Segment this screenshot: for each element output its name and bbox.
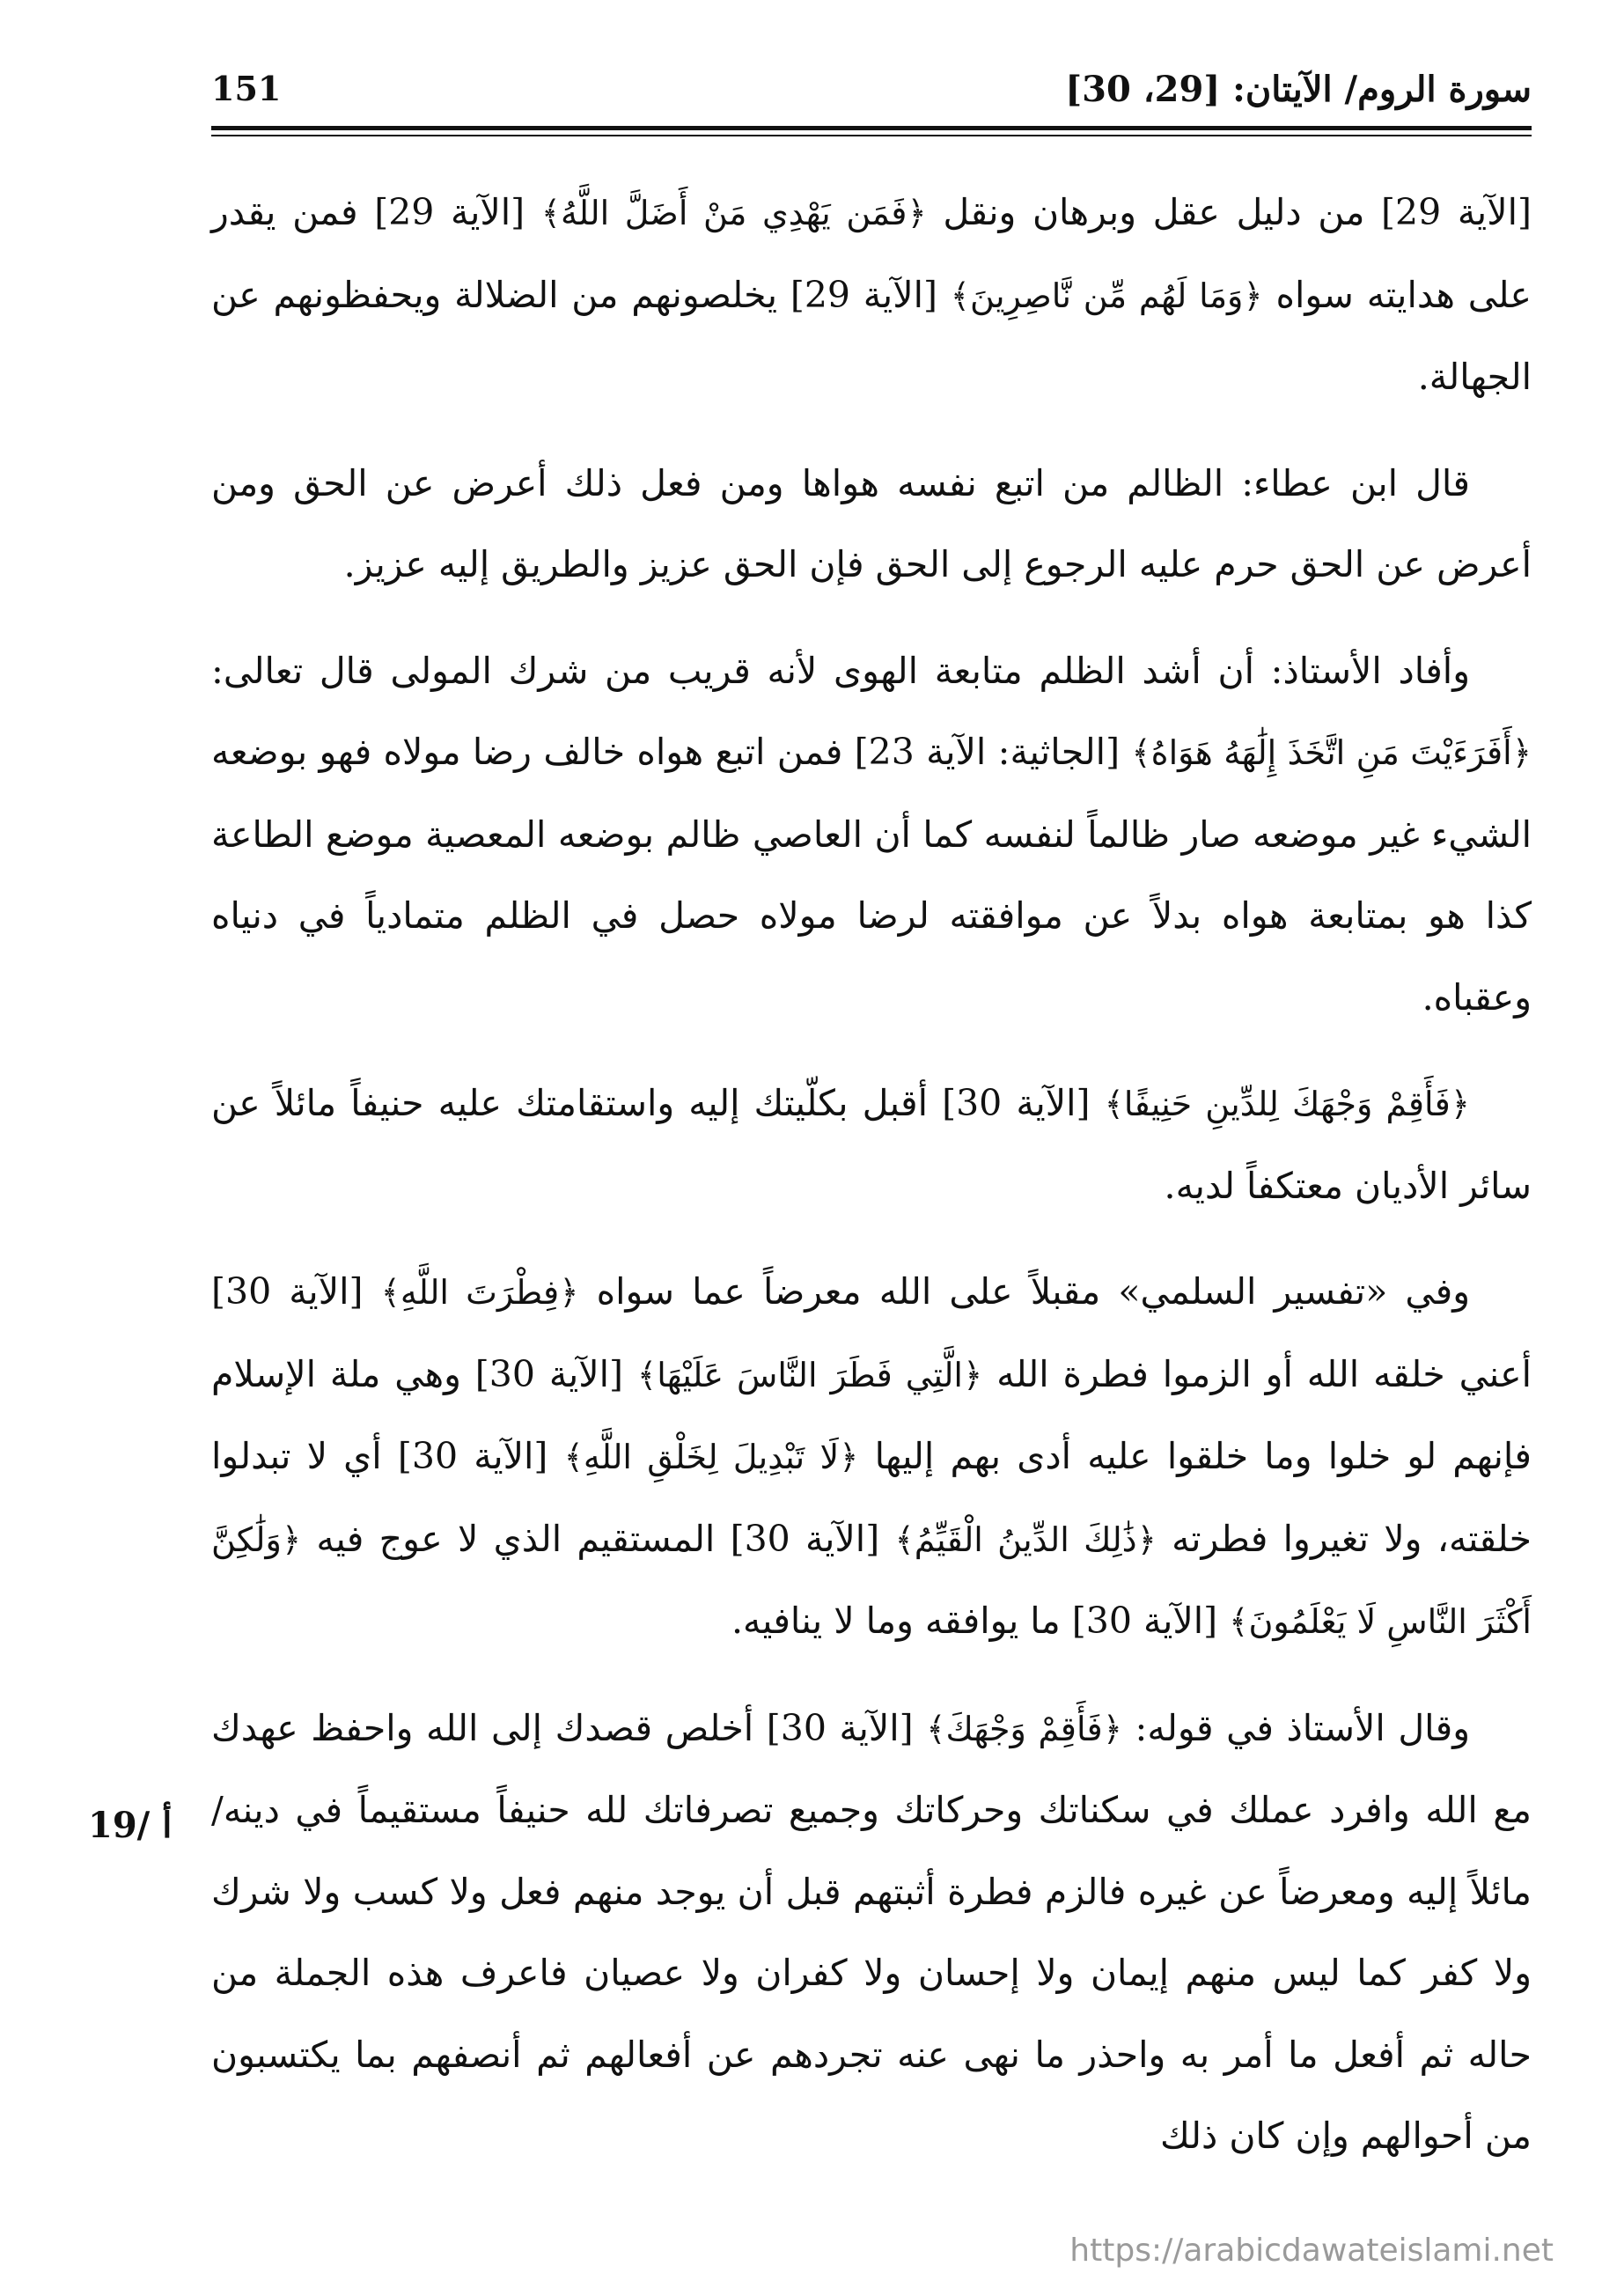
paragraph-text: [الآية 30] ما يوافقه وما لا ينافيه. [731, 1600, 1230, 1642]
quran-verse: ﴿ذَٰلِكَ الدِّينُ الْقَيِّمُ﴾ [894, 1519, 1157, 1559]
quran-verse: ﴿فَأَقِمْ وَجْهَكَ﴾ [926, 1709, 1122, 1748]
quran-verse: ﴿فَأَقِمْ وَجْهَكَ لِلدِّينِ حَنِيفًا﴾ [1104, 1085, 1470, 1123]
quran-verse: ﴿أَفَرَءَيْتَ مَنِ اتَّخَذَ إِلَٰهَهُ هَوَاهُ﴾ [1131, 733, 1532, 772]
quran-verse: ﴿فَمَن يَهْدِي مَنْ أَضَلَّ اللَّهُ﴾ [540, 194, 927, 232]
paragraph-text: [الآية 30] وهي ملة الإسلام فإنهم لو خلوا وما خلقوا عليه أدى بهم إليها [211, 1352, 1532, 1477]
quran-verse: ﴿وَلَٰكِنَّ أَكْثَرَ النَّاسِ لَا يَعْلَمُونَ﴾ [211, 1519, 1532, 1641]
paragraph-text: [الآية 29] من دليل عقل وبرهان ونقل [926, 191, 1532, 233]
header-rule-thin [211, 135, 1532, 136]
paragraph [211, 1688, 1532, 2177]
body-text [211, 172, 1532, 2202]
page-header [211, 69, 1532, 121]
paragraph-text: وأفاد الأستاذ: أن أشد الظلم متابعة الهوى لأنه قريب من شرك المولى قال تعالى: [211, 649, 1470, 692]
paragraph-text: [الآية 29] يخلصونهم من الضلالة ويحفظونهم عن الجهالة. [211, 273, 1532, 398]
paragraph [211, 1063, 1532, 1226]
paragraph-text: [الآية 30] المستقيم الذي لا عوج فيه [301, 1517, 895, 1560]
paragraph-text: [الآية 29] فمن يقدر على هدايته سواه [211, 191, 1532, 316]
quran-verse: ﴿فِطْرَتَ اللَّهِ﴾ [380, 1273, 579, 1312]
paragraph [211, 443, 1532, 606]
quran-verse: ﴿لَا تَبْدِيلَ لِخَلْقِ اللَّهِ﴾ [563, 1438, 859, 1476]
paragraph [211, 630, 1532, 1039]
paragraph-text: قال ابن عطاء: الظالم من اتبع نفسه هواها ومن فعل ذلك أعرض عن الحق ومن أعرض عن الحق حرم عليه الرجوع إلى الحق فإن الحق عزيز والطريق إليه عزيز. [211, 461, 1532, 585]
paragraph-text: [الآية 30] أخلص قصدك إلى الله واحفظ عهدك مع الله وافرد عملك في سكناتك وحركاتك وجميع تصرفاتك لله حنيفاً مستقيماً في دينه/ مائلاً إليه ومعرضاً عن غيره فالزم فطرة أثبتهم قبل أن يوجد منهم فعل ولا كسب ولا شرك ولا كفر كما ليس منهم إيمان ولا إحسان ولا كفران ولا عصيان فاعرف هذه الجملة من حاله ثم أفعل ما أمر به واحذر ما نهى عنه تجردهم عن أفعالهم ثم أنصفهم بما يكتسبون من أحوالهم وإن كان ذلك [211, 1706, 1532, 2157]
paragraph [211, 172, 1532, 418]
quran-verse: ﴿الَّتِي فَطَرَ النَّاسَ عَلَيْهَا﴾ [636, 1355, 983, 1394]
paragraph-text: [الآية 30] أي لا تبدلوا خلقته، ولا تغيروا فطرته [211, 1435, 1532, 1560]
paragraph-text: وقال الأستاذ في قوله: [1121, 1706, 1470, 1749]
margin-folio-note: 19/ أ [88, 1805, 173, 1846]
running-title: سورة الروم/ الآيتان: [29، 30] [1065, 69, 1532, 110]
quran-verse: ﴿وَمَا لَهُم مِّن نَّاصِرِينَ﴾ [950, 276, 1263, 315]
paragraph-text: [الآية 30] أقبل بكلّيتك إليه واستقامتك عليه حنيفاً مائلاً عن سائر الأديان معتكفاً لديه. [211, 1082, 1532, 1207]
paragraph-text: [الجاثية: الآية 23] فمن اتبع هواه خالف رضا مولاه فهو بوضعه الشيء غير موضعه صار ظالماً لنفسه كما أن العاصي ظالم بوضعه المعصية موضع الطاعة كذا هو بمتابعة هواه بدلاً عن موافقته لرضا مولاه حصل في الظلم متمادياً في دنياه وعقباه. [211, 731, 1532, 1019]
paragraph-text: [الآية 30] أعني خلقه الله أو الزموا فطرة الله [211, 1270, 1532, 1395]
page-number: 151 [211, 69, 282, 108]
paragraph-text: وفي «تفسير السلمي» مقبلاً على الله معرضاً عما سواه [578, 1270, 1470, 1313]
paragraph [211, 1251, 1532, 1663]
watermark: https://arabicdawateislami.net [1069, 2233, 1554, 2269]
header-rule-thick [211, 126, 1532, 130]
